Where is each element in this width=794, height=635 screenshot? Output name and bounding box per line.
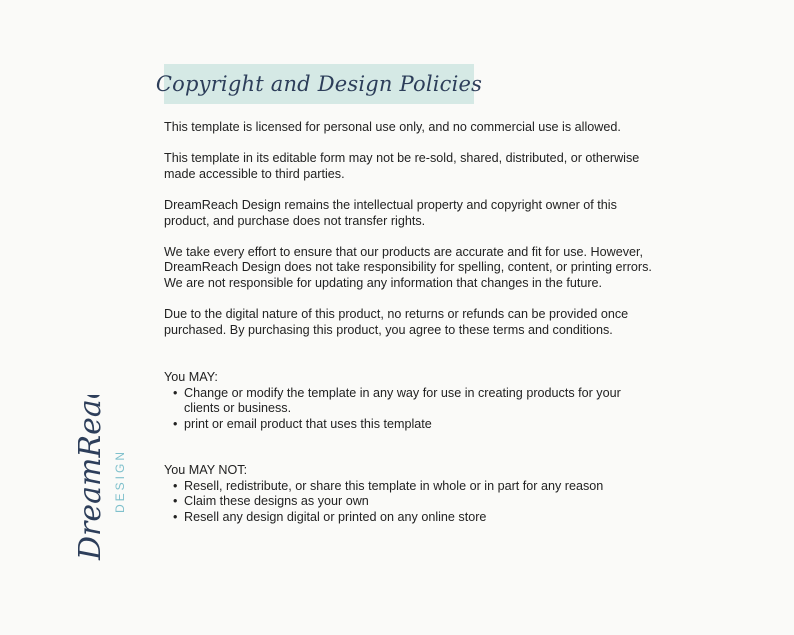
brand-name: DreamReach — [73, 395, 108, 560]
brand-logo — [60, 395, 140, 565]
list-item: • print or email product that uses this template — [184, 417, 654, 433]
section-spacer — [164, 432, 654, 463]
may-not-list — [164, 479, 654, 526]
brand-tagline: DESIGN — [113, 448, 127, 513]
list-item: • Claim these designs as your own — [184, 494, 654, 510]
policy-paragraph: We take every effort to ensure that our products are accurate and fit for use. However, DreamReach Design does not take responsibility for spelling, content, or printing errors. We are not responsible for updating any information that changes in the future. — [164, 244, 652, 290]
policy-paragraph: This template is licensed for personal use only, and no commercial use is allowed. — [164, 120, 621, 134]
may-heading: You MAY: — [164, 369, 218, 384]
list-item: • Resell, redistribute, or share this template in whole or in part for any reason — [184, 479, 654, 495]
policy-paragraph: Due to the digital nature of this product, no returns or refunds can be provided once purchased. By purchasing this product, you agree to these terms and conditions. — [164, 307, 629, 337]
page-title: Copyright and Design Policies — [155, 72, 483, 96]
policy-paragraph: This template in its editable form may not be re-sold, shared, distributed, or otherwise made accessible to third parties. — [164, 151, 640, 181]
policy-content — [164, 120, 654, 526]
section-spacer — [164, 354, 654, 370]
may-not-heading: You MAY NOT: — [164, 463, 248, 478]
list-item: • Resell any design digital or printed on any online store — [184, 510, 654, 526]
policy-paragraph: DreamReach Design remains the intellectual property and copyright owner of this product, and purchase does not transfer rights. — [164, 197, 617, 228]
may-list — [164, 386, 654, 433]
list-item: • Change or modify the template in any way for use in creating products for your clients or business. — [184, 386, 654, 417]
title-banner — [155, 64, 483, 104]
